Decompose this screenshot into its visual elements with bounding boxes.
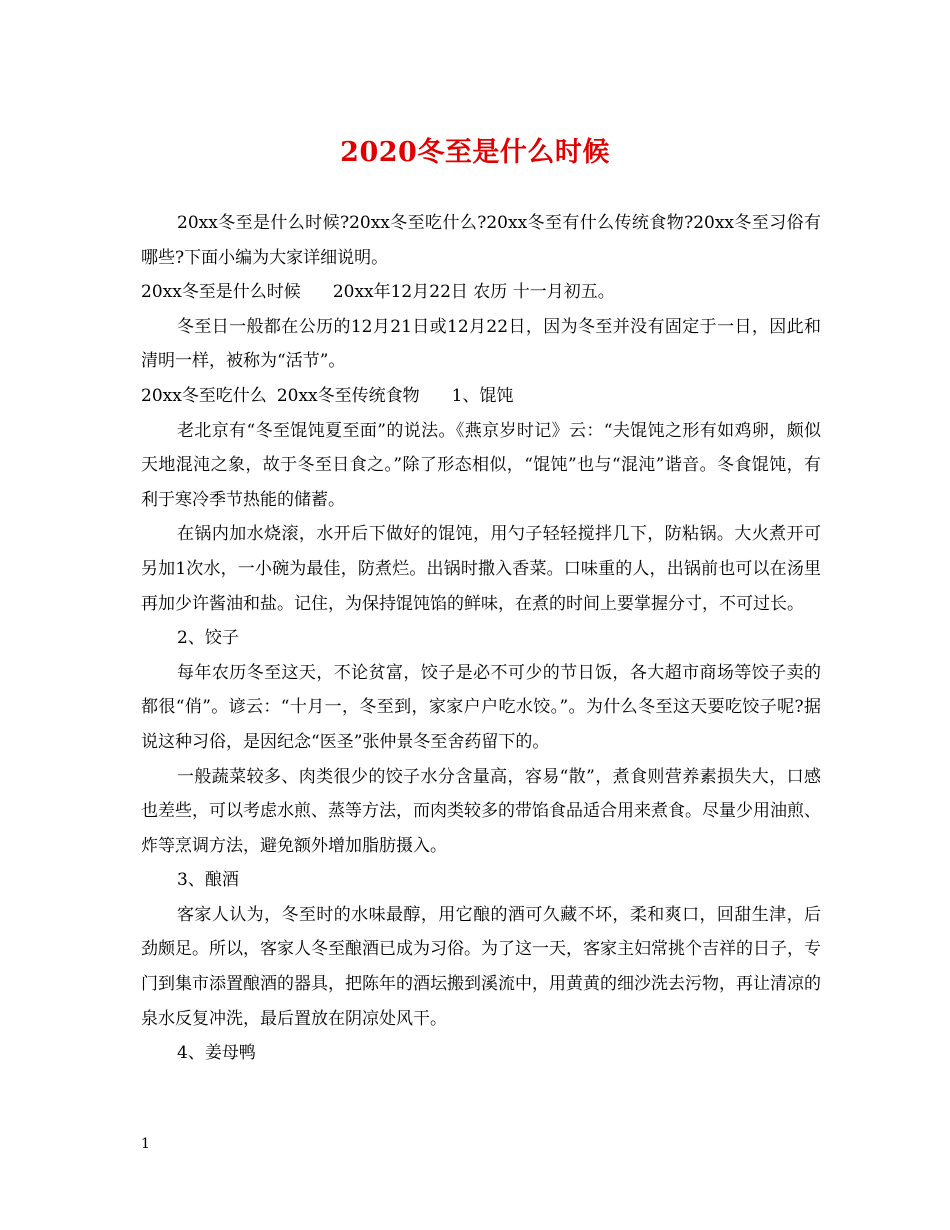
food-heading-line (141, 379, 821, 414)
dumpling-paragraph-1: 每年农历冬至这天，不论贫富，饺子是必不可少的节日饭，各大超市商场等饺子卖的都很“俏”。谚云：“十月一，冬至到，家家户户吃水饺。”。为什么冬至这天要吃饺子呢?据说这种习俗，是因纪念“医圣”张仲景冬至舍药留下的。 (141, 662, 821, 752)
food-question-2: 20xx冬至传统食物 (276, 385, 420, 406)
food-question-1: 20xx冬至吃什么 (141, 385, 267, 406)
page-number: 1 (141, 1136, 150, 1152)
page-title: 2020冬至是什么时候 (340, 137, 610, 168)
document-body (141, 206, 821, 1071)
date-label: 20xx冬至是什么时候 (141, 282, 301, 303)
item4-title: 4、姜母鸭 (177, 1043, 256, 1064)
date-value: 20xx年12月22日 农历 十一月初五。 (332, 282, 615, 303)
wonton-paragraph-1: 老北京有“冬至馄饨夏至面”的说法。《燕京岁时记》云：“夫馄饨之形有如鸡卵，颇似天地混沌之象，故于冬至日食之。”除了形态相似，“馄饨”也与“混沌”谐音。冬食馄饨，有利于寒冷季节热能的储蓄。 (141, 420, 821, 510)
intro-paragraph: 20xx冬至是什么时候?20xx冬至吃什么?20xx冬至有什么传统食物?20xx冬至习俗有哪些?下面小编为大家详细说明。 (141, 213, 821, 268)
item2-title: 2、饺子 (177, 628, 239, 649)
dumpling-paragraph-2: 一般蔬菜较多、肉类很少的饺子水分含量高，容易“散”，煮食则营养素损失大，口感也差些，可以考虑水煎、蒸等方法，而肉类较多的带馅食品适合用来煮食。尽量少用油煎、炸等烹调方法，避免额外增加脂肪摄入。 (141, 766, 821, 856)
item3-title: 3、酿酒 (177, 870, 239, 891)
wonton-paragraph-2: 在锅内加水烧滚，水开后下做好的馄饨，用勺子轻轻搅拌几下，防粘锅。大火煮开可另加1次水，一小碗为最佳，防煮烂。出锅时撒入香菜。口味重的人，出锅前也可以在汤里再加少许酱油和盐。记住，为保持馄饨馅的鲜味，在煮的时间上要掌握分寸，不可过长。 (141, 524, 821, 614)
item1-title: 1、馄饨 (451, 385, 514, 406)
festival-paragraph: 冬至日一般都在公历的12月21日或12月22日，因为冬至并没有固定于一日，因此和清明一样，被称为“活节”。 (141, 316, 821, 372)
wine-paragraph-1: 客家人认为，冬至时的水味最醇，用它酿的酒可久藏不坏，柔和爽口，回甜生津，后劲颇足。所以，客家人冬至酿酒已成为习俗。为了这一天，客家主妇常挑个吉祥的日子，专门到集市添置酿酒的器具，把陈年的酒坛搬到溪流中，用黄黄的细沙洗去污物，再让清凉的泉水反复冲洗，最后置放在阴凉处风干。 (141, 904, 821, 1029)
date-line (141, 275, 821, 310)
